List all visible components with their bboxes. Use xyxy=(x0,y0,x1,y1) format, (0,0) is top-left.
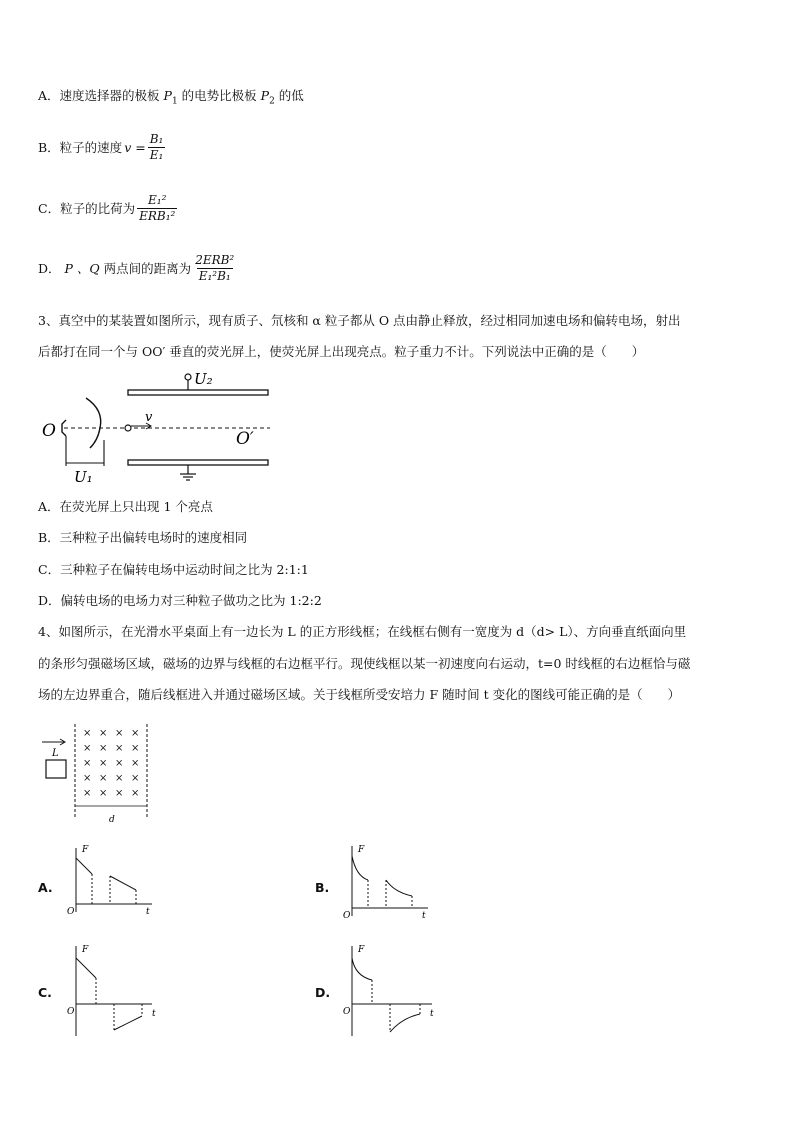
q4-question-line-2: 的条形匀强磁场区域，磁场的边界与线框的右边框平行。现使线框以某一初速度向右运动，t=0 时线框的右边框恰与磁 xyxy=(38,656,691,671)
q4-question-line-3: 场的左边界重合，随后线框进入并通过磁场区域。关于线框所受安培力 F 随时间 t 变化的图线可能正确的是（ ） xyxy=(38,687,681,702)
q3-option-c[interactable]: C．三种粒子在偏转电场中运动时间之比为 2:1:1 xyxy=(38,562,309,577)
q2-option-c-fraction xyxy=(137,193,177,224)
q3-question-line-1: 3、真空中的某装置如图所示，现有质子、氘核和 α 粒子都从 O 点由静止释放，经过相同加速电场和偏转电场，射出 xyxy=(38,313,681,328)
svg-text:×: × xyxy=(131,773,140,784)
q2-option-a-text: A．速度选择器的极板 xyxy=(38,88,160,103)
q3-apparatus-figure xyxy=(38,368,278,488)
svg-text:×: × xyxy=(131,788,140,799)
svg-text:×: × xyxy=(131,758,140,769)
fraction-numerator: 2ERB² xyxy=(195,253,235,267)
l-label: L xyxy=(52,748,59,759)
particle-icon xyxy=(125,425,131,431)
svg-text:×: × xyxy=(83,758,92,769)
svg-text:×: × xyxy=(115,743,124,754)
terminal-icon xyxy=(185,374,191,380)
q2-option-b-fraction xyxy=(148,132,166,163)
q3-question-line-2: 后都打在同一个与 OO′ 垂直的荧光屏上，使荧光屏上出现亮点。粒子重力不计。下列说法中正确的是（ ） xyxy=(38,344,645,359)
graph-c[interactable] xyxy=(66,942,158,1040)
svg-text:×: × xyxy=(115,788,124,799)
q2-option-a[interactable] xyxy=(38,88,304,110)
graph-a-label[interactable]: A. xyxy=(38,880,53,895)
origin-label: O xyxy=(343,1007,351,1017)
svg-text:×: × xyxy=(99,743,108,754)
lower-plate xyxy=(128,460,268,465)
f-axis-label: F xyxy=(358,945,365,955)
svg-text:×: × xyxy=(115,758,124,769)
svg-text:×: × xyxy=(99,758,108,769)
q2-option-d-pq: P 、Q xyxy=(64,260,100,276)
q2-option-c-text: C．粒子的比荷为 xyxy=(38,200,136,216)
u1-label: U₁ xyxy=(74,468,93,486)
q2-option-d[interactable] xyxy=(38,253,236,284)
fraction-denominator: E₁²B₁ xyxy=(198,269,231,283)
t-axis-label: t xyxy=(152,1009,156,1019)
q3-option-d[interactable]: D．偏转电场的电场力对三种粒子做功之比为 1:2:2 xyxy=(38,593,322,608)
upper-plate xyxy=(128,390,268,395)
graph-b-label[interactable]: B. xyxy=(315,880,330,895)
q3-option-b[interactable]: B．三种粒子出偏转电场时的速度相同 xyxy=(38,530,248,545)
f-axis-label: F xyxy=(82,845,89,855)
graph-d[interactable] xyxy=(342,942,438,1040)
u2-label: U₂ xyxy=(194,370,213,388)
origin-label: O xyxy=(343,911,351,921)
f-axis-label: F xyxy=(358,845,365,855)
q2-p1-symbol: P xyxy=(163,88,172,103)
graph-b[interactable] xyxy=(342,842,434,922)
q3-option-a[interactable]: A．在荧光屏上只出现 1 个亮点 xyxy=(38,499,213,514)
svg-text:×: × xyxy=(83,773,92,784)
svg-text:×: × xyxy=(83,743,92,754)
q2-option-d-fraction xyxy=(193,253,236,284)
d-label: d xyxy=(109,815,115,825)
q2-option-b-text: B．粒子的速度 xyxy=(38,139,123,155)
f-axis-label: F xyxy=(82,945,89,955)
q4-magnetic-field-figure xyxy=(38,722,158,827)
svg-text:×: × xyxy=(115,773,124,784)
o-prime-label: O′ xyxy=(236,429,254,449)
square-coil xyxy=(46,760,66,778)
graph-c-label[interactable]: C. xyxy=(38,985,52,1000)
t-axis-label: t xyxy=(146,907,150,917)
v-label: v xyxy=(145,410,153,425)
q2-option-a-mid: 的电势比极板 xyxy=(181,88,257,103)
origin-label: O xyxy=(67,907,75,917)
q2-option-c[interactable] xyxy=(38,193,177,224)
svg-text:×: × xyxy=(131,728,140,739)
fraction-denominator: E₁ xyxy=(149,148,164,162)
q2-option-d-text: 两点间的距离为 xyxy=(103,260,192,276)
q2-option-d-prefix: D． xyxy=(38,260,61,276)
q2-p1-subscript: 1 xyxy=(171,96,178,107)
q2-option-b[interactable] xyxy=(38,132,165,163)
q4-question-line-1: 4、如图所示，在光滑水平桌面上有一边长为 L 的正方形线框；在线框右侧有一宽度为 d（d> L）、方向垂直纸面向里 xyxy=(38,624,687,639)
field-cross-marks xyxy=(83,728,139,799)
svg-text:×: × xyxy=(131,743,140,754)
svg-text:×: × xyxy=(99,728,108,739)
svg-text:×: × xyxy=(115,728,124,739)
svg-text:×: × xyxy=(99,788,108,799)
fraction-denominator: ERB₁² xyxy=(139,209,176,223)
svg-text:×: × xyxy=(83,728,92,739)
o-label: O xyxy=(42,421,56,441)
q2-option-a-end: 的低 xyxy=(278,88,304,103)
svg-text:×: × xyxy=(83,788,92,799)
svg-text:×: × xyxy=(99,773,108,784)
t-axis-label: t xyxy=(422,911,426,921)
q2-option-b-lhs: v = xyxy=(124,139,146,155)
q2-p2-symbol: P xyxy=(260,88,270,103)
fraction-numerator: B₁ xyxy=(149,132,164,146)
origin-label: O xyxy=(67,1007,75,1017)
graph-a[interactable] xyxy=(66,842,158,918)
t-axis-label: t xyxy=(430,1009,434,1019)
q2-p2-subscript: 2 xyxy=(269,96,275,107)
graph-d-label[interactable]: D. xyxy=(315,985,331,1000)
fraction-numerator: E₁² xyxy=(148,193,167,207)
